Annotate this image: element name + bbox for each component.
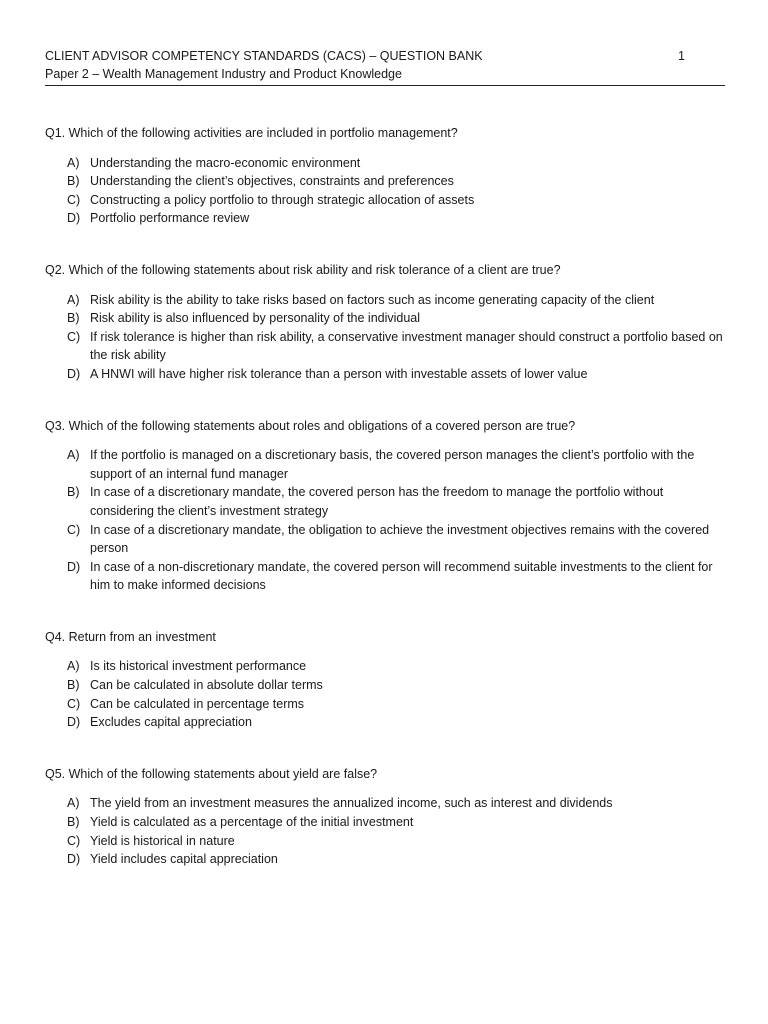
- document-title: CLIENT ADVISOR COMPETENCY STANDARDS (CACS) – QUESTION BANK: [45, 49, 483, 63]
- option-text: Risk ability is also influenced by personality of the individual: [90, 311, 421, 326]
- option-letter: B): [67, 815, 80, 830]
- answer-option: [45, 446, 735, 483]
- answer-option: [45, 558, 735, 595]
- option-letter: D): [67, 715, 81, 730]
- page-number: 1: [678, 49, 685, 63]
- option-text: In case of a non-discretionary mandate, the covered person will recommend suitable investments to the client for him to make informed decisions: [90, 559, 713, 593]
- answer-option: [45, 291, 735, 310]
- page-header: [45, 47, 725, 83]
- option-text: If risk tolerance is higher than risk ability, a conservative investment manager should construct a portfolio based on the risk ability: [90, 329, 723, 363]
- answer-option: [45, 521, 735, 558]
- option-letter: B): [67, 485, 80, 500]
- option-letter: B): [67, 311, 80, 326]
- option-text: Excludes capital appreciation: [90, 715, 252, 730]
- option-text: If the portfolio is managed on a discretionary basis, the covered person manages the client’s portfolio with the support of an internal fund manager: [90, 448, 695, 481]
- option-text: Yield is historical in nature: [90, 833, 235, 848]
- answer-option: [45, 191, 735, 210]
- option-list: [45, 154, 735, 228]
- option-letter: A): [67, 292, 80, 307]
- answer-option: [45, 794, 735, 813]
- answer-option: [45, 483, 735, 520]
- option-letter: C): [67, 833, 81, 848]
- option-text: Risk ability is the ability to take risks based on factors such as income generating capacity of the client: [90, 292, 655, 307]
- question-stem: Q3. Which of the following statements about roles and obligations of a covered person are true?: [45, 418, 576, 433]
- option-letter: D): [67, 852, 81, 867]
- option-text: Constructing a policy portfolio to through strategic allocation of assets: [90, 192, 475, 207]
- header-divider: [45, 85, 725, 86]
- option-letter: A): [67, 659, 80, 674]
- option-letter: A): [67, 155, 80, 170]
- option-letter: B): [67, 174, 80, 189]
- document-subtitle: Paper 2 – Wealth Management Industry and Product Knowledge: [45, 67, 402, 81]
- option-text: Understanding the macro-economic environment: [90, 155, 361, 170]
- option-text: The yield from an investment measures the annualized income, such as interest and dividends: [90, 796, 613, 811]
- option-letter: A): [67, 796, 80, 811]
- answer-option: [45, 832, 735, 851]
- option-letter: C): [67, 192, 81, 207]
- answer-option: [45, 328, 735, 365]
- option-letter: C): [67, 329, 81, 344]
- option-text: Portfolio performance review: [90, 211, 250, 226]
- option-text: Is its historical investment performance: [90, 659, 307, 674]
- option-letter: D): [67, 366, 81, 381]
- question-3: [45, 417, 735, 595]
- answer-option: [45, 813, 735, 832]
- answer-option: [45, 309, 735, 328]
- question-list: [45, 124, 735, 902]
- question-stem: Q2. Which of the following statements about risk ability and risk tolerance of a client are true?: [45, 262, 561, 277]
- question-2: [45, 261, 735, 384]
- answer-option: [45, 695, 735, 714]
- option-letter: D): [67, 211, 81, 226]
- option-text: In case of a discretionary mandate, the obligation to achieve the investment objectives remains with the covered person: [90, 522, 710, 556]
- option-text: In case of a discretionary mandate, the covered person has the freedom to manage the portfolio without considering the client’s investment strategy: [90, 485, 664, 518]
- question-4: [45, 628, 735, 732]
- answer-option: [45, 365, 735, 384]
- option-list: [45, 794, 735, 868]
- answer-option: [45, 850, 735, 869]
- option-text: Yield includes capital appreciation: [90, 852, 278, 867]
- option-list: [45, 291, 735, 384]
- option-list: [45, 657, 735, 731]
- answer-option: [45, 676, 735, 695]
- question-stem: Q5. Which of the following statements about yield are false?: [45, 766, 378, 781]
- question-stem: Q4. Return from an investment: [45, 629, 216, 644]
- question-5: [45, 765, 735, 869]
- option-text: Yield is calculated as a percentage of the initial investment: [90, 815, 414, 830]
- option-letter: C): [67, 696, 81, 711]
- option-text: Can be calculated in absolute dollar terms: [90, 678, 323, 693]
- option-text: Can be calculated in percentage terms: [90, 696, 305, 711]
- answer-option: [45, 713, 735, 732]
- question-stem: Q1. Which of the following activities are included in portfolio management?: [45, 126, 458, 140]
- option-letter: D): [67, 559, 81, 574]
- question-1: [45, 124, 735, 228]
- option-letter: C): [67, 522, 81, 537]
- option-letter: A): [67, 448, 80, 463]
- option-text: Understanding the client’s objectives, constraints and preferences: [90, 174, 454, 189]
- option-text: A HNWI will have higher risk tolerance than a person with investable assets of lower value: [90, 366, 588, 381]
- answer-option: [45, 209, 735, 228]
- answer-option: [45, 172, 735, 191]
- option-letter: B): [67, 678, 80, 693]
- answer-option: [45, 657, 735, 676]
- answer-option: [45, 154, 735, 173]
- option-list: [45, 446, 735, 595]
